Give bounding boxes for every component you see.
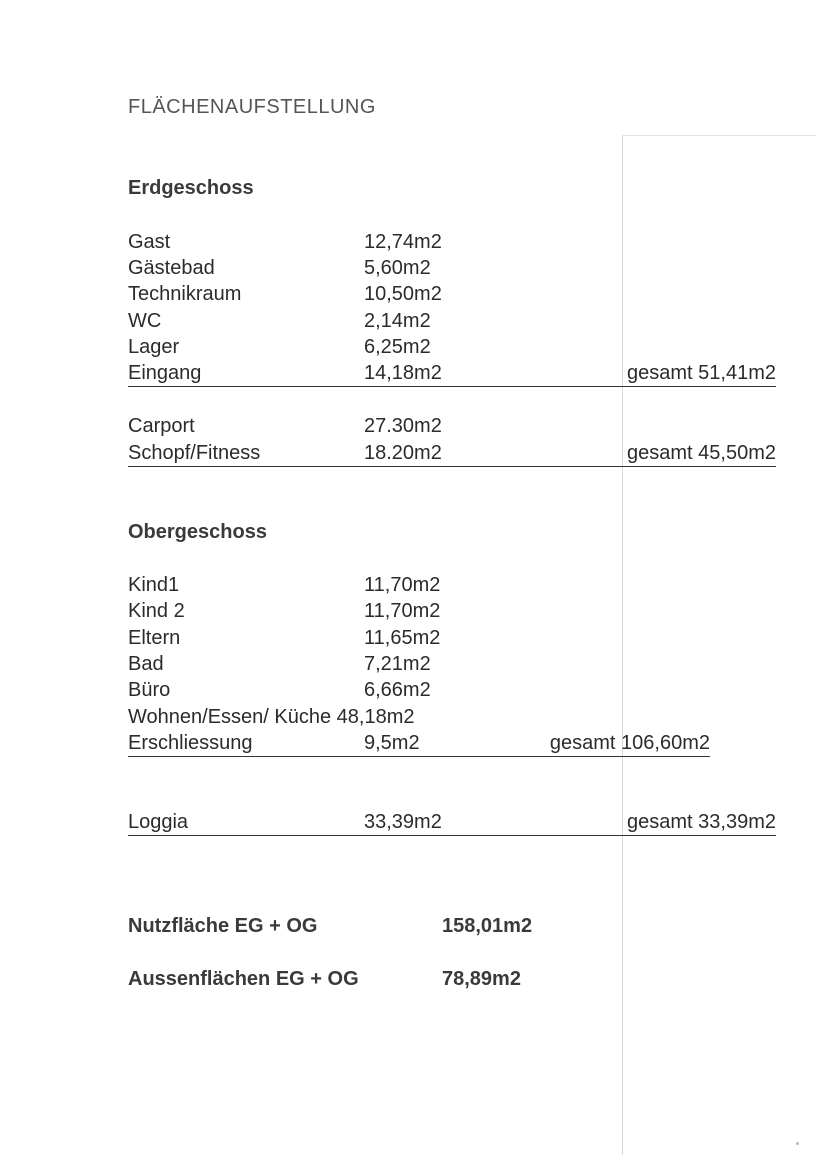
table-row [128, 255, 776, 281]
summary-nutzflaeche [128, 915, 533, 938]
paper-fold-top [622, 135, 816, 136]
room-name-with-area: Wohnen/Essen/ Küche 48,18m2 [128, 706, 415, 728]
summary-aussenflaechen [128, 968, 521, 991]
summary-value: 78,89m2 [442, 968, 521, 990]
room-area: 27.30m2 [364, 415, 442, 437]
table-row [128, 413, 776, 439]
table-row [128, 704, 776, 730]
table-row [128, 598, 776, 624]
section-total: gesamt 33,39m2 [627, 811, 776, 833]
room-name: Eingang [128, 362, 202, 384]
summary-label: Nutzfläche EG + OG [128, 915, 318, 937]
summary-value: 158,01m2 [442, 915, 533, 937]
section-total: gesamt 45,50m2 [627, 442, 776, 464]
room-name: Gast [128, 231, 171, 253]
room-area: 9,5m2 [364, 732, 420, 754]
table-row [128, 308, 776, 334]
table-row [128, 334, 776, 360]
room-name: WC [128, 310, 162, 332]
room-name: Carport [128, 415, 195, 437]
room-area: 7,21m2 [364, 653, 431, 675]
room-area: 12,74m2 [364, 231, 442, 253]
room-area: 6,25m2 [364, 336, 431, 358]
table-row [128, 229, 776, 255]
room-name: Lager [128, 336, 180, 358]
table-row [128, 572, 776, 598]
room-area: 33,39m2 [364, 811, 442, 833]
room-area: 10,50m2 [364, 283, 442, 305]
room-name: Erschliessung [128, 732, 253, 754]
table-row [128, 281, 776, 307]
section-heading-obergeschoss: Obergeschoss [128, 521, 267, 543]
room-name: Schopf/Fitness [128, 442, 261, 464]
summary-label: Aussenflächen EG + OG [128, 968, 359, 990]
room-area: 11,65m2 [364, 627, 441, 649]
table-row-total [128, 809, 776, 836]
room-name: Büro [128, 679, 171, 701]
section-heading-erdgeschoss: Erdgeschoss [128, 177, 254, 199]
table-row-total [128, 730, 710, 757]
room-name: Eltern [128, 627, 181, 649]
room-area: 11,70m2 [364, 574, 441, 596]
table-row [128, 625, 776, 651]
table-row [128, 651, 776, 677]
table-row [128, 677, 776, 703]
room-name: Gästebad [128, 257, 215, 279]
page-title: FLÄCHENAUFSTELLUNG [128, 96, 376, 118]
room-name: Kind 2 [128, 600, 185, 622]
room-area: 6,66m2 [364, 679, 431, 701]
room-area: 5,60m2 [364, 257, 431, 279]
room-name: Technikraum [128, 283, 242, 305]
room-name: Bad [128, 653, 164, 675]
room-area: 18.20m2 [364, 442, 442, 464]
section-total: gesamt 106,60m2 [549, 732, 710, 754]
room-area: 14,18m2 [364, 362, 442, 384]
room-name: Loggia [128, 811, 189, 833]
room-area: 11,70m2 [364, 600, 441, 622]
table-row-total [128, 360, 776, 387]
scan-speck [796, 1142, 799, 1145]
section-total: gesamt 51,41m2 [627, 362, 776, 384]
room-area: 2,14m2 [364, 310, 431, 332]
room-name: Kind1 [128, 574, 180, 596]
table-row-total [128, 440, 776, 467]
